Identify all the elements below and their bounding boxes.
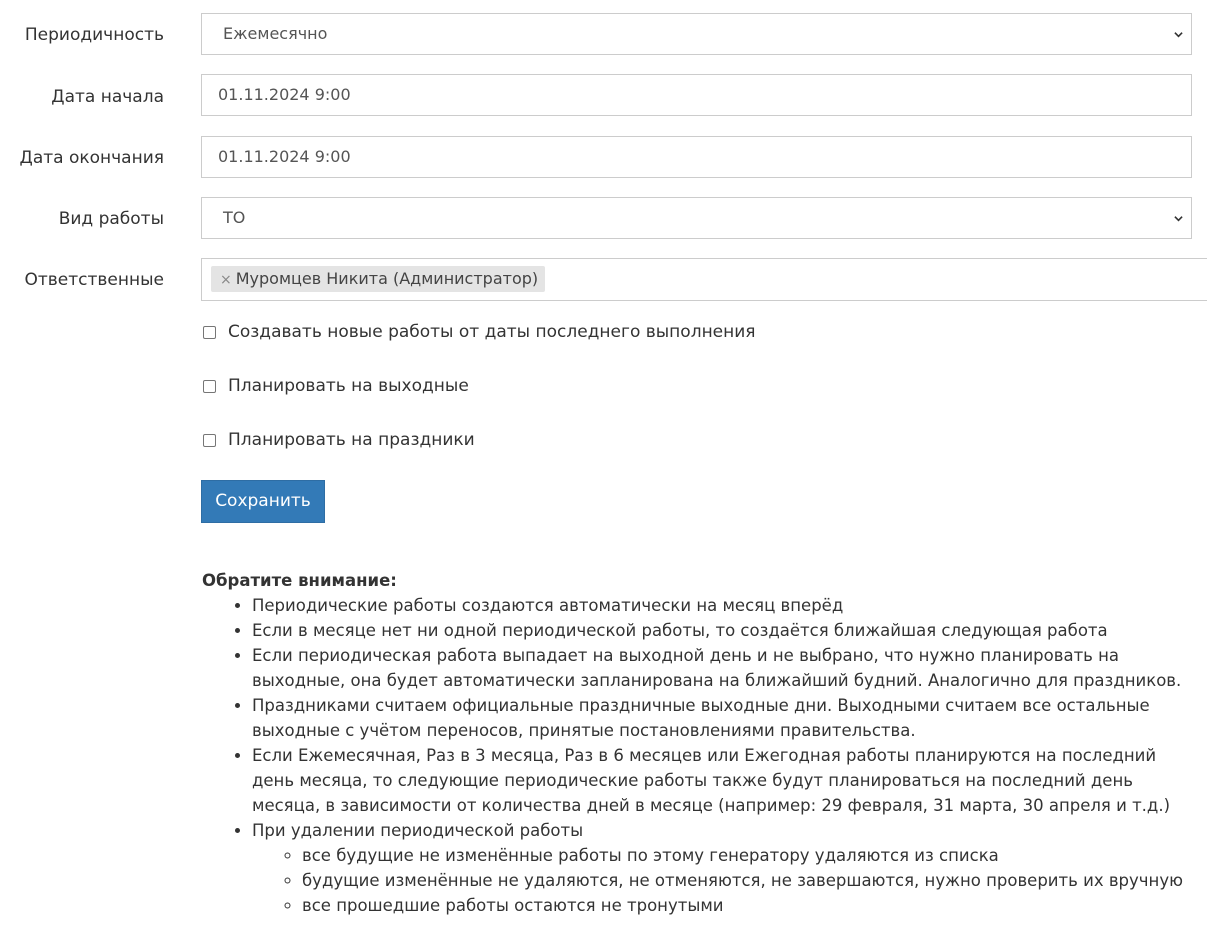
end-date-label: Дата окончания — [19, 148, 164, 168]
start-date-label: Дата начала — [51, 87, 164, 107]
chevron-down-icon — [1174, 30, 1183, 39]
sublist-item: ◦ все будущие не изменённые работы по этому генератору удаляются из списка — [302, 843, 1202, 868]
save-button[interactable]: Сохранить — [201, 480, 325, 523]
start-date-value: 01.11.2024 9:00 — [218, 85, 351, 104]
list-item: • Периодические работы создаются автоматически на месяц вперёд — [252, 593, 1202, 618]
list-item-text: При удалении периодической работы — [252, 821, 584, 840]
periodicity-label: Периодичность — [24, 25, 164, 45]
weekends-checkbox[interactable] — [203, 380, 216, 393]
responsible-multiselect[interactable] — [201, 258, 1207, 301]
checkbox-row-weekends[interactable] — [201, 376, 469, 396]
note-sublist — [252, 843, 1202, 918]
note-list — [202, 593, 1202, 918]
end-date-input[interactable] — [201, 136, 1192, 178]
weekends-label: Планировать на выходные — [228, 376, 469, 396]
periodicity-select[interactable] — [201, 13, 1192, 55]
note-title: Обратите внимание: — [202, 571, 397, 590]
responsible-label: Ответственные — [24, 270, 164, 290]
work-type-select[interactable] — [201, 197, 1192, 239]
list-item: • Если периодическая работа выпадает на выходной день и не выбрано, что нужно планировать на выходные, она будет автоматически запланирована на ближайший будний. Аналогично для праздников. — [252, 643, 1202, 693]
tag-remove-icon[interactable]: × — [220, 272, 232, 288]
note-block — [202, 568, 1202, 918]
checkbox-row-holidays[interactable] — [201, 430, 475, 450]
responsible-tag-label: Муромцев Никита (Администратор) — [235, 269, 539, 288]
list-item: • Если Ежемесячная, Раз в 3 месяца, Раз в 6 месяцев или Ежегодная работы планируются на последний день месяца, то следующие периодические работы также будут планироваться на последний день месяца, в зависимости от количества дней в месяце (например: 29 февраля, 31 марта, 30 апреля и т.д.) — [252, 743, 1202, 818]
work-type-label: Вид работы — [58, 209, 164, 229]
periodicity-value: Ежемесячно — [223, 24, 328, 43]
list-item — [252, 818, 1202, 918]
sublist-item: ◦ все прошедшие работы остаются не тронутыми — [302, 893, 1202, 918]
chevron-down-icon — [1174, 214, 1183, 223]
checkbox-row-from-last-completion[interactable] — [201, 322, 756, 342]
from-last-completion-label: Создавать новые работы от даты последнего выполнения — [228, 322, 756, 342]
from-last-completion-checkbox[interactable] — [203, 326, 216, 339]
end-date-value: 01.11.2024 9:00 — [218, 147, 351, 166]
sublist-item: ◦ будущие изменённые не удаляются, не отменяются, не завершаются, нужно проверить их вручную — [302, 868, 1202, 893]
list-item: • Если в месяце нет ни одной периодической работы, то создаётся ближайшая следующая работа — [252, 618, 1202, 643]
holidays-label: Планировать на праздники — [228, 430, 475, 450]
list-item: • Праздниками считаем официальные праздничные выходные дни. Выходными считаем все остальные выходные с учётом переносов, принятые постановлениями правительства. — [252, 693, 1202, 743]
responsible-tag — [211, 266, 545, 292]
holidays-checkbox[interactable] — [203, 434, 216, 447]
start-date-input[interactable] — [201, 74, 1192, 116]
work-type-value: ТО — [223, 208, 246, 227]
